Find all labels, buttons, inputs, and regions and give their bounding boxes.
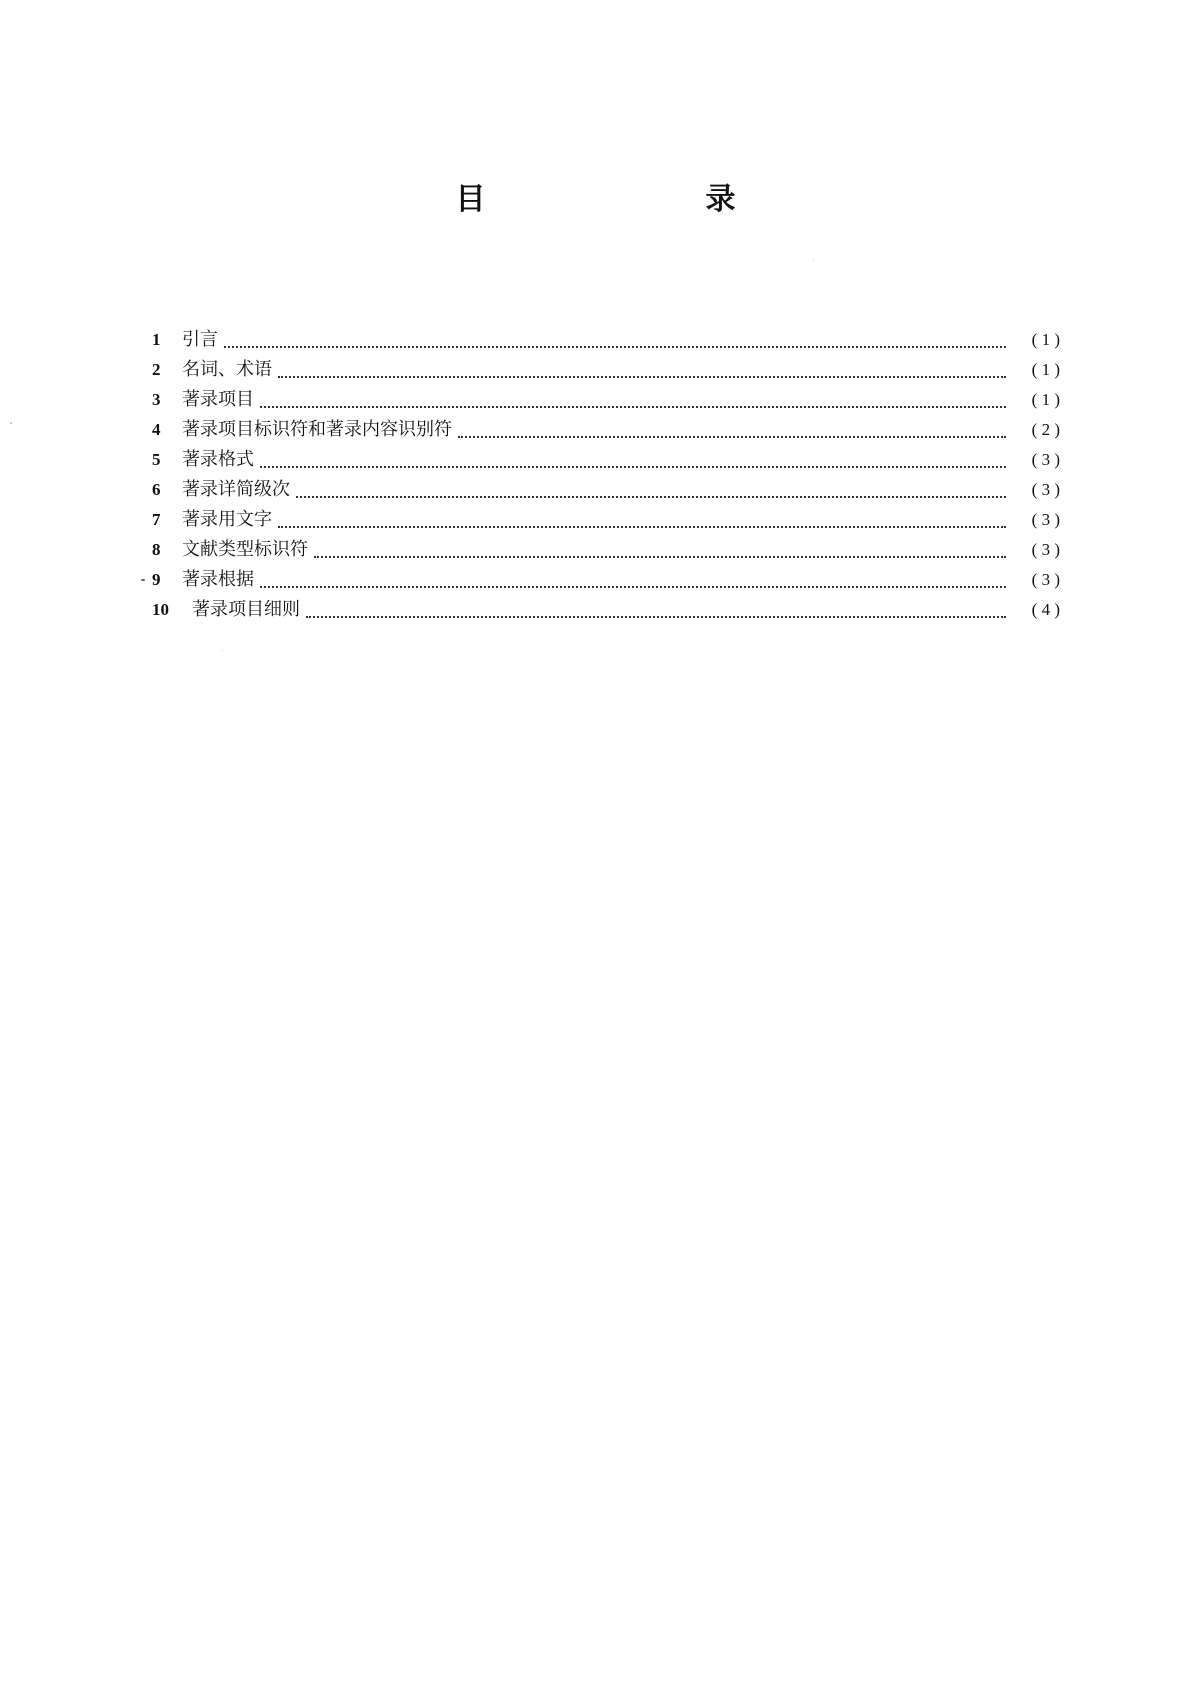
toc-entry-number: 3	[152, 390, 161, 409]
toc-entry-page: ( 3 )	[1031, 510, 1060, 529]
toc-entry[interactable]	[152, 415, 1060, 445]
toc-entry-title: 著录用文字	[182, 509, 272, 530]
toc-entry[interactable]	[152, 595, 1060, 625]
dot-leader	[260, 586, 1006, 588]
toc-entry-title: 著录项目	[182, 389, 254, 410]
toc-entry-number: 10	[152, 600, 169, 619]
dot-leader	[306, 616, 1006, 618]
toc-entry-title: 引言	[182, 329, 218, 350]
scan-speck	[813, 260, 814, 261]
dot-leader	[296, 496, 1006, 498]
toc-entry-number: 2	[152, 360, 161, 379]
toc-entry-number: 1	[152, 330, 161, 349]
toc-entry-page: ( 1 )	[1031, 390, 1060, 409]
scan-speck	[10, 422, 12, 424]
toc-entry-page: ( 1 )	[1031, 360, 1060, 379]
toc-entry-page: ( 2 )	[1031, 420, 1060, 439]
dot-leader	[458, 436, 1006, 438]
toc-entry-page: ( 3 )	[1031, 450, 1060, 469]
toc-entry[interactable]	[152, 355, 1060, 385]
toc-entry-title: 文献类型标识符	[182, 539, 308, 560]
scan-speck	[222, 650, 223, 651]
toc-entry-page: ( 3 )	[1031, 540, 1060, 559]
toc-entry-title: 著录格式	[182, 449, 254, 470]
toc-entry[interactable]	[152, 385, 1060, 415]
toc-entry[interactable]	[152, 475, 1060, 505]
page-title: 目 录	[455, 182, 831, 217]
dot-leader	[260, 406, 1006, 408]
toc-entry-title: 著录根据	[182, 569, 254, 590]
toc-entry-title: 著录详简级次	[182, 479, 290, 500]
dot-leader	[278, 376, 1006, 378]
toc-entry-number: 4	[152, 420, 161, 439]
toc-entry-title: 著录项目标识符和著录内容识别符	[182, 419, 452, 440]
toc-entry[interactable]	[152, 325, 1060, 355]
dot-leader	[260, 466, 1006, 468]
toc-entry-number: 8	[152, 540, 161, 559]
dot-leader	[314, 556, 1006, 558]
table-of-contents	[152, 325, 1060, 625]
toc-entry-title: 著录项目细则	[192, 599, 300, 620]
toc-entry-title: 名词、术语	[182, 359, 272, 380]
toc-entry-page: ( 3 )	[1031, 570, 1060, 589]
toc-entry-page: ( 3 )	[1031, 480, 1060, 499]
toc-entry-number: 5	[152, 450, 161, 469]
toc-entry[interactable]	[152, 445, 1060, 475]
toc-entry-number: 7	[152, 510, 161, 529]
toc-entry-number: 6	[152, 480, 161, 499]
toc-entry[interactable]	[152, 565, 1060, 595]
scan-speck	[141, 579, 145, 581]
toc-entry-page: ( 1 )	[1031, 330, 1060, 349]
toc-entry[interactable]	[152, 535, 1060, 565]
toc-entry-number: 9	[152, 570, 161, 589]
toc-entry-page: ( 4 )	[1031, 600, 1060, 619]
toc-entry[interactable]	[152, 505, 1060, 535]
dot-leader	[224, 346, 1006, 348]
dot-leader	[278, 526, 1006, 528]
